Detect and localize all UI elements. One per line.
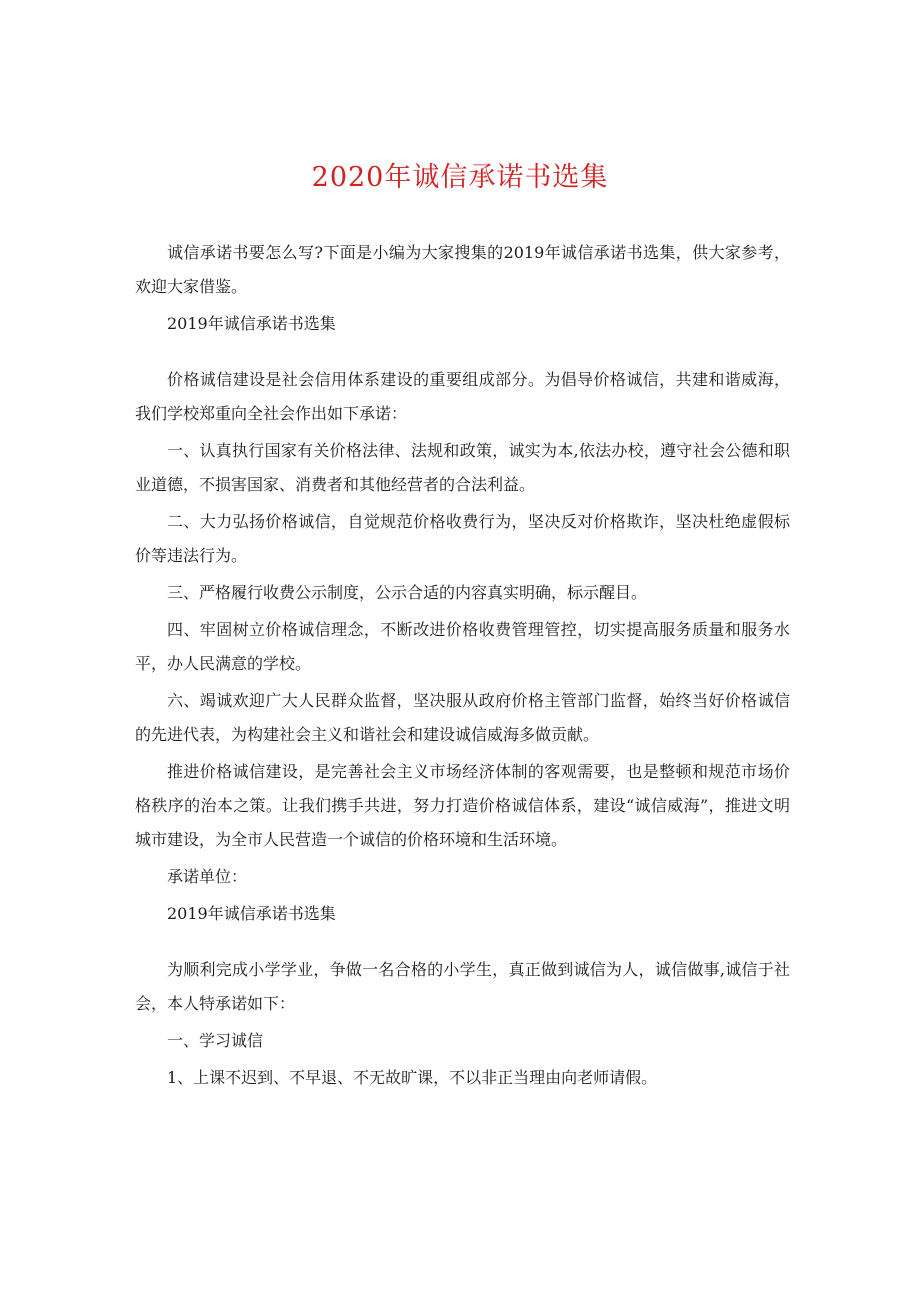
list-item: 1、上课不迟到、不早退、不无故旷课，不以非正当理由向老师请假。: [167, 1068, 658, 1087]
section-heading-2: 2019年诚信承诺书选集: [167, 904, 336, 923]
paragraph: 价格诚信建设是社会信用体系建设的重要组成部分。为倡导价格诚信，共建和谐威海，我们学校郑重向全社会作出如下承诺：: [135, 370, 790, 423]
list-heading: 一、学习诚信: [167, 1031, 264, 1050]
paragraph: 二、大力弘扬价格诚信，自觉规范价格收费行为，坚决反对价格欺诈，坚决杜绝虚假标价等违法行为。: [135, 512, 790, 565]
document-title: 2020年诚信承诺书选集: [311, 162, 609, 193]
pledge-unit-label: 承诺单位：: [167, 867, 248, 886]
paragraph: 六、竭诚欢迎广大人民群众监督，坚决服从政府价格主管部门监督，始终当好价格诚信的先进代表，为构建社会主义和谐社会和建设诚信威海多做贡献。: [135, 691, 790, 744]
paragraph: 为顺利完成小学学业，争做一名合格的小学生，真正做到诚信为人，诚信做事,诚信于社会，本人特承诺如下：: [135, 960, 790, 1013]
paragraph: 四、牢固树立价格诚信理念，不断改进价格收费管理管控，切实提高服务质量和服务水平，办人民满意的学校。: [135, 620, 790, 673]
paragraph: 推进价格诚信建设，是完善社会主义市场经济体制的客观需要，也是整顿和规范市场价格秩序的治本之策。让我们携手共进，努力打造价格诚信体系，建设“诚信威海”，推进文明城市建设，为全市人民营造一个诚信的价格环境和生活环境。: [135, 762, 790, 849]
paragraph: 三、严格履行收费公示制度，公示合适的内容真实明确，标示醒目。: [167, 583, 648, 602]
document-body: [135, 236, 790, 1098]
intro-paragraph: 诚信承诺书要怎么写?下面是小编为大家搜集的2019年诚信承诺书选集，供大家参考，欢迎大家借鉴。: [135, 243, 790, 296]
paragraph: 一、认真执行国家有关价格法律、法规和政策，诚实为本,依法办校，遵守社会公德和职业道德，不损害国家、消费者和其他经营者的合法利益。: [135, 441, 790, 494]
section-heading-1: 2019年诚信承诺书选集: [167, 314, 336, 333]
